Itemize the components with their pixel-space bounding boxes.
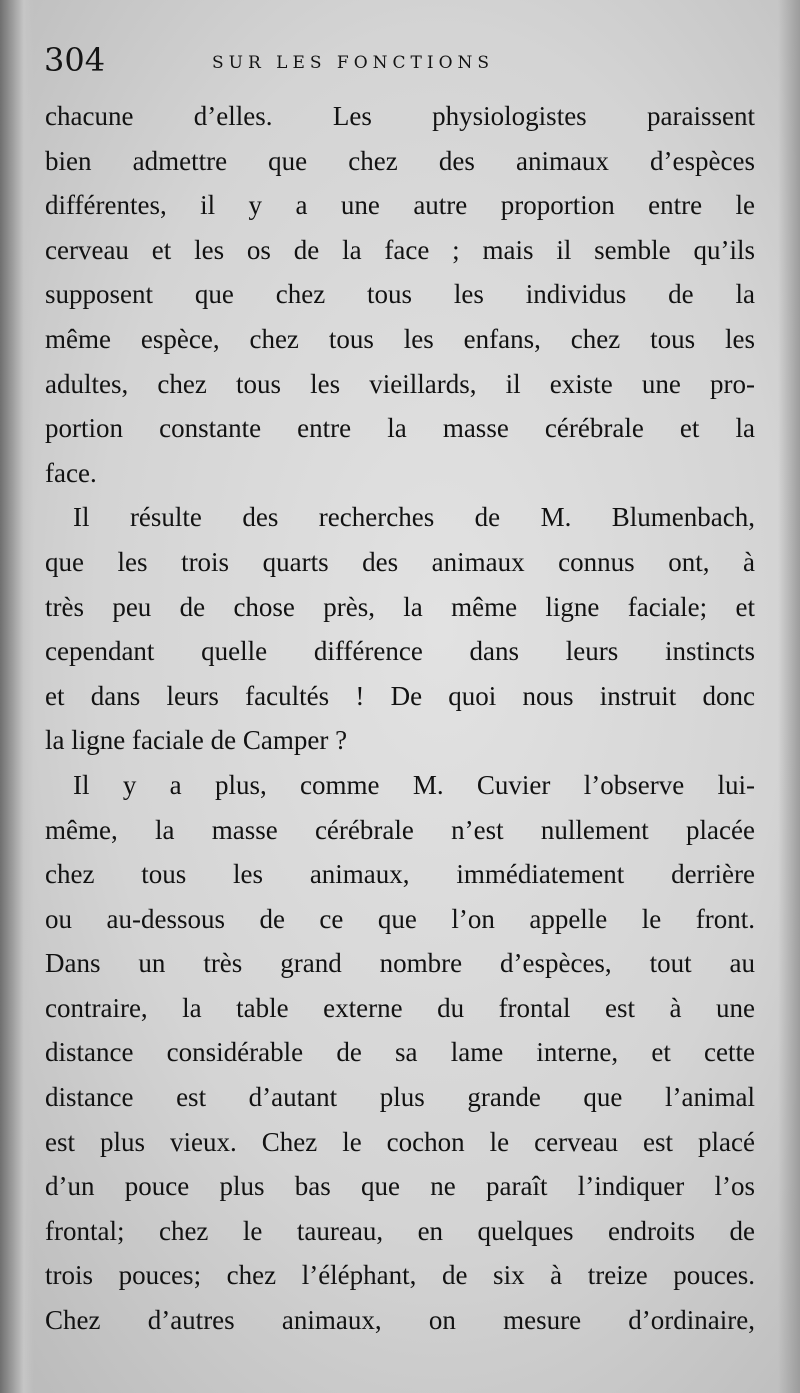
- text-line: portion constante entre la masse cérébrale et la: [45, 413, 755, 444]
- text-line: cerveau et les os de la face ; mais il semble qu’ils: [45, 234, 755, 265]
- paragraph-start-line: Il y a plus, comme M. Cuvier l’observe lui-: [73, 769, 755, 800]
- text-line: supposent que chez tous les individus de la: [45, 279, 755, 310]
- text-line: différentes, il y a une autre proportion entre le: [45, 190, 755, 221]
- text-line: ou au-dessous de ce que l’on appelle le front.: [45, 903, 755, 934]
- text-line: la ligne faciale de Camper ?: [45, 725, 348, 756]
- text-line: d’un pouce plus bas que ne paraît l’indiquer l’os: [45, 1171, 755, 1202]
- text-line: et dans leurs facultés ! De quoi nous instruit donc: [45, 680, 755, 711]
- text-line: frontal; chez le taureau, en quelques endroits de: [45, 1215, 755, 1246]
- paragraph-start-line: Il résulte des recherches de M. Blumenbach,: [73, 502, 755, 533]
- text-line: bien admettre que chez des animaux d’espèces: [45, 145, 755, 176]
- text-line: même espèce, chez tous les enfans, chez tous les: [45, 323, 755, 354]
- text-line: trois pouces; chez l’éléphant, de six à treize pouces.: [45, 1260, 755, 1291]
- text-line: même, la masse cérébrale n’est nullement placée: [45, 814, 755, 845]
- text-line: distance est d’autant plus grande que l’animal: [45, 1082, 755, 1113]
- text-line: que les trois quarts des animaux connus ont, à: [45, 546, 755, 577]
- text-line: distance considérable de sa lame interne, et cette: [45, 1037, 755, 1068]
- page-header: [44, 40, 754, 86]
- text-line: Dans un très grand nombre d’espèces, tout au: [45, 948, 755, 979]
- text-line: chez tous les animaux, immédiatement derrière: [45, 859, 755, 890]
- text-line: cependant quelle différence dans leurs instincts: [45, 636, 755, 667]
- running-head: SUR LES FONCTIONS: [212, 53, 495, 73]
- text-line: très peu de chose près, la même ligne faciale; et: [45, 591, 755, 622]
- text-line: adultes, chez tous les vieillards, il existe une pro-: [45, 368, 755, 399]
- text-line: Chez d’autres animaux, on mesure d’ordinaire,: [45, 1305, 755, 1336]
- page-number: 304: [44, 41, 106, 79]
- text-line: face.: [45, 457, 97, 488]
- body-text: [45, 94, 755, 1343]
- text-line: est plus vieux. Chez le cochon le cerveau est placé: [45, 1126, 755, 1157]
- text-line: contraire, la table externe du frontal est à une: [45, 992, 755, 1023]
- text-line: chacune d’elles. Les physiologistes paraissent: [45, 101, 755, 131]
